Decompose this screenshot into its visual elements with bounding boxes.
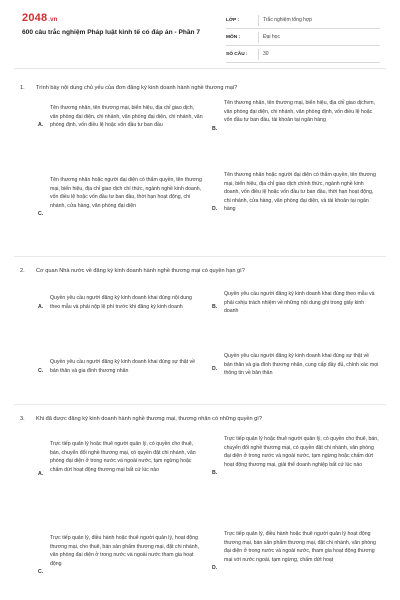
option-text: Tên thương nhân hoặc người đại diện có thẩm quyền, tên thương mại, biển hiệu, địa chỉ giao dịch chính thức, ngành nghề kinh doanh, vốn điều lệ hoặc vốn đầu tư ban đầu, thời hạn hoạt động, chi nhánh, cửa hàng, văn phòng đại diện, và tài khoản tại ngân hàng xyxy=(224,172,376,213)
meta-row-question-count xyxy=(226,46,380,63)
option-b[interactable] xyxy=(212,435,379,478)
option-letter: D. xyxy=(212,565,218,571)
question-1 xyxy=(20,84,388,92)
option-text: Tên thương nhân, tên thương mại, biển hiệu, địa chỉ giao dịch, văn phòng đại diện, chi nhánh, văn phòng đại diện, chi nhánh, văn phòng định, vốn điều lệ hoặc vốn đầu tư ban đầu xyxy=(50,105,203,129)
option-text: Quyền yêu cầu người đăng ký kinh doanh khai đúng sự thật về bản thân và gia đình thương nhân, cung cấp đầy đủ, chính xác mọi thông tin về bản thân xyxy=(224,353,379,377)
option-letter: C. xyxy=(38,569,44,575)
option-text: Quyền yêu cầu người đăng ký kinh doanh khai đúng nội dung theo mẫu và phải nộp lệ phí trước khi đăng ký kinh doanh xyxy=(50,295,192,310)
option-c[interactable] xyxy=(38,358,203,376)
question-stem xyxy=(20,415,388,423)
option-d[interactable] xyxy=(212,171,379,214)
meta-label: LỚP : xyxy=(226,17,240,23)
question-number: 1. xyxy=(20,85,25,91)
option-c[interactable] xyxy=(38,176,203,219)
meta-label: MÔN : xyxy=(226,34,241,40)
option-a[interactable] xyxy=(38,294,203,312)
option-letter: A. xyxy=(38,304,44,310)
option-c[interactable] xyxy=(38,534,203,577)
document-title: 600 câu trắc nghiệm Pháp luật kinh tế có đáp án - Phần 7 xyxy=(22,29,201,36)
option-a[interactable] xyxy=(38,104,203,130)
question-divider xyxy=(14,404,386,405)
option-a[interactable] xyxy=(38,440,203,479)
header-divider xyxy=(14,68,386,69)
question-number: 3. xyxy=(20,416,25,422)
option-text: Tên thương nhân, tên thương mại, biển hiệu, địa chỉ giao dịchvm, văn phòng đại diện, chi nhánh, văn phòng định, vốn điều lệ hoặc vốn đầu tư ban đầu, tài khoản tại ngân hàng xyxy=(224,100,376,124)
question-3 xyxy=(20,415,388,423)
option-letter: A. xyxy=(38,122,44,128)
option-text: Trực tiếp quản lý hoặc thuê người quản lý, có quyền cho thuê, bán, chuyển đổi nghề thương mại, có quyền đặt chi nhánh, văn phòng đại diện ở trong nước và ngoài nước, tạm ngừng hoặc chấm dứt hoạt động thương mại bất cứ lúc nào xyxy=(50,441,196,473)
meta-value: 30 xyxy=(263,51,269,57)
option-text: Quyền yêu cầu người đăng ký kinh doanh khai đúng sự thật về bản thân và gia đình thương nhân xyxy=(50,359,196,374)
meta-value: Trắc nghiệm tổng hợp xyxy=(263,17,312,23)
option-letter: C. xyxy=(38,211,44,217)
option-b[interactable] xyxy=(212,290,379,316)
question-number: 2. xyxy=(20,268,25,274)
question-stem xyxy=(20,84,388,92)
option-d[interactable] xyxy=(212,352,379,378)
option-text: Tên thương nhân hoặc người đại diện có thẩm quyền, tên thương mại, biển hiệu, địa chỉ giao dịch chí thức, ngành nghề kinh doanh, vốn điều lệ hoặc vốn đầu tư ban đầu, thời hạn hoạt động, chi nhánh, cửa hàng, văn phòng đại diện xyxy=(50,177,202,209)
option-letter: B. xyxy=(212,304,218,310)
document-meta-table xyxy=(226,12,380,63)
logo-suffix: .vn xyxy=(48,17,58,23)
question-text: Trình bày nội dung chủ yếu của đơn đăng ký kinh doanh hành nghề thương mại? xyxy=(36,85,238,91)
option-text: Trực tiếp quản lý, điều hành hoặc thuê người quản lý, hoạt động thương mại, cho thuê, bán sản phẩm thương mại, đặt chi nhánh, văn phòng đại diện ở trong nước và ngoài nước tham gia hoạt động xyxy=(50,535,200,567)
meta-divider xyxy=(258,32,259,43)
option-text: Trực tiếp quản lý hoặc thuê người quản lý, có quyền cho thuê, bán, chuyển đổi nghề thương mại, có quyền đặt chi nhánh, văn phòng đại diện ở trong nước và ngoài nước, tạm ngừng hoặc chấm dứt hoạt động thương mại, giải thể doanh nghiệp bất cứ lúc nào xyxy=(224,436,379,468)
option-letter: D. xyxy=(212,206,218,212)
meta-divider xyxy=(258,49,259,60)
question-stem xyxy=(20,267,388,275)
option-letter: B. xyxy=(212,126,218,132)
meta-label: SỐ CÂU : xyxy=(226,51,248,57)
option-letter: D. xyxy=(212,366,218,372)
option-letter: A. xyxy=(38,471,44,477)
option-d[interactable] xyxy=(212,530,379,573)
question-divider xyxy=(14,256,386,257)
meta-value: Đại học xyxy=(263,34,280,40)
option-letter: C. xyxy=(38,368,44,374)
meta-divider xyxy=(258,15,259,26)
site-logo[interactable] xyxy=(22,12,58,24)
option-text: Trực tiếp quản lý, điều hành hoặc thuê người quản lý hoạt động thương mại, bán sản phẩm thương mại, đặt chi nhánh, văn phòng đại diện ở trong nước và ngoài nước, tham gia hoạt động thương mại với nước ngoài, tạm ngừng, chấm dứt hoạt xyxy=(224,531,376,563)
question-text: Khi đã được đăng ký kinh doanh hành nghề thương mại, thương nhân có những quyền gì? xyxy=(36,416,262,422)
option-text: Quyền yêu cầu người đăng ký kinh doanh khai đúng theo mẫu và phải cxhịu trách nhiệm về những nội dung ghi trong giấy kinh doanh xyxy=(224,291,375,315)
question-2 xyxy=(20,267,388,275)
option-b[interactable] xyxy=(212,99,379,134)
meta-row-class xyxy=(226,12,380,29)
logo-text: 2048 xyxy=(22,12,48,24)
document-header xyxy=(0,0,400,64)
option-letter: B. xyxy=(212,470,218,476)
question-text: Cơ quan Nhà nước về đăng ký kinh doanh hành nghề thương mại có quyền hạn gì? xyxy=(36,268,245,274)
meta-row-subject xyxy=(226,29,380,46)
